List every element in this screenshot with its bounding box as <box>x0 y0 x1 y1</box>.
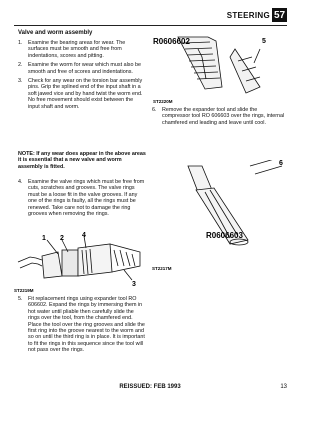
step-4: 4. Examine the valve rings which must be free from cuts, scratches and grooves. The valve rings must be a loose fit in the valve grooves. If any one of the rings is faulty, all the rings must be renewed. Take care not to damage the ring grooves when removing the rings. <box>18 179 145 218</box>
steps-list-a <box>18 40 144 113</box>
list-item: 3. Check for any wear on the torsion bar assembly pins. Grip the splined end of the input shaft in a soft jawed vice and by hand twist the worm end. No free movement should exist between the input shaft and worm. <box>18 78 143 110</box>
callout-number: 1 <box>42 235 46 242</box>
list-item: 2. Examine the worm for wear which must also be smooth and free of scores and indentations. <box>18 62 141 75</box>
figure-valve-worm-assembly <box>14 232 149 294</box>
callout-number: 2 <box>60 235 64 242</box>
figure-ref: ST2217M <box>152 266 172 271</box>
step-5: 5. Fit replacement rings using expander tool RO 606602. Expand the rings by immersing them in hot water until pliable then carefully slide the rings over the tool, from the chamfered end. Place the tool over the ring grooves and slide the first ring into the groove nearest to the worm and so on until the third ring is in place. It is important to fit the rings in this sequence since the tool will not pass over the rings. <box>18 296 145 354</box>
step-6: 6. Remove the expander tool and slide the compressor tool RO 606603 over the rings, internal chamfered end leading and leave until cool. <box>152 107 285 126</box>
heading: Valve and worm assembly <box>18 30 93 36</box>
list-item: 1. Examine the bearing areas for wear. The surfaces must be smooth and free from indentations, scores and pitting. <box>18 40 126 59</box>
tool-code-label: R0606603 <box>206 231 243 240</box>
callout-number: 5 <box>262 38 266 45</box>
callout-number: 6 <box>279 160 283 167</box>
tool-code-label: R0606602 <box>153 37 190 46</box>
figure-compressor-tool <box>150 160 290 272</box>
figure-expander-tool <box>150 27 290 105</box>
callout-number: 3 <box>132 281 136 288</box>
note: NOTE: If any wear does appear in the above areas it is essential that a new valve and worm assembly is fitted. <box>18 151 146 170</box>
figure-ref: ST2219M <box>14 288 34 293</box>
callout-number: 4 <box>82 232 86 239</box>
header-rule <box>14 25 287 26</box>
section-number-badge: 57 <box>273 9 286 21</box>
page-number: 13 <box>280 384 287 390</box>
figure-ref: ST2220M <box>153 99 173 104</box>
page-header <box>227 8 287 22</box>
section-title: STEERING <box>226 10 270 20</box>
reissued-footer: REISSUED: FEB 1993 <box>119 384 181 390</box>
